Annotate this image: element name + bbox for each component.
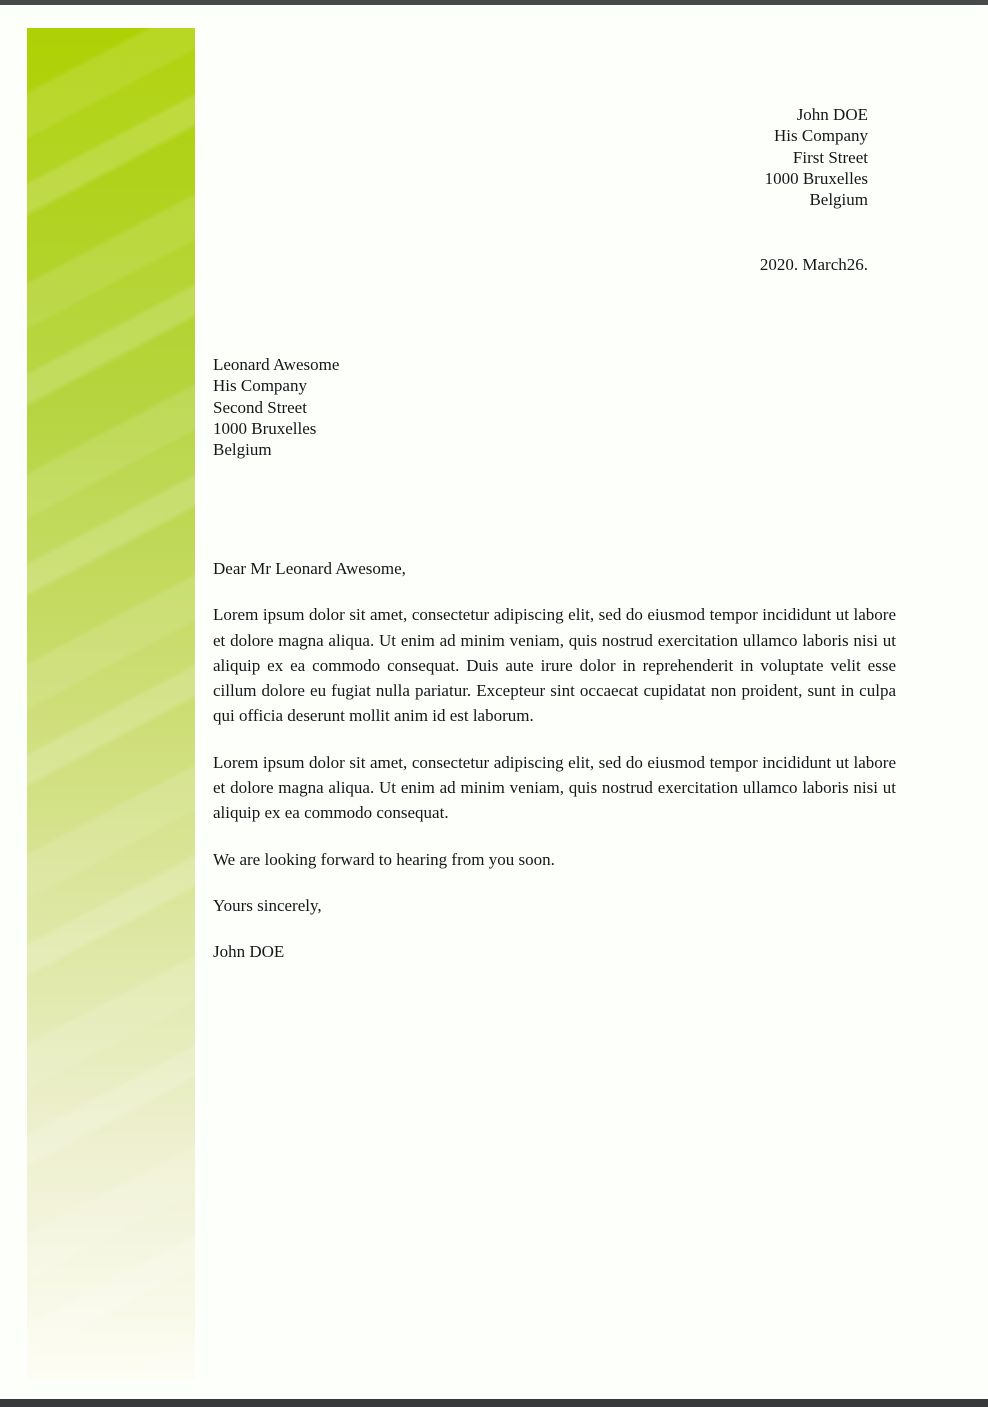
recipient-city: 1000 Bruxelles: [213, 418, 317, 438]
window-bottom-edge: [0, 1399, 988, 1407]
sender-name: John DOE: [796, 105, 868, 124]
salutation: Dear Mr Leonard Awesome,: [213, 559, 406, 578]
body-paragraph: Lorem ipsum dolor sit amet, consectetur adipiscing elit, sed do eiusmod tempor incididunt ut labore et dolore magna aliqua. Ut enim ad minim veniam, quis nostrud exercitation ullamco laboris nisi ut aliquip ex ea commodo consequat.: [213, 752, 896, 823]
green-gradient-sidebar: [27, 28, 195, 1380]
recipient-name: Leonard Awesome: [213, 355, 340, 374]
signoff: Yours sincerely,: [213, 895, 322, 915]
sender-street: First Street: [792, 147, 868, 167]
closing-line: We are looking forward to hearing from you soon.: [213, 849, 555, 869]
body-paragraph: Lorem ipsum dolor sit amet, consectetur adipiscing elit, sed do eiusmod tempor incididunt ut labore et dolore magna aliqua. Ut enim ad minim veniam, quis nostrud exercitation ullamco laboris nisi ut aliquip ex ea commodo consequat. Duis aute irure dolor in reprehenderit in voluptate velit esse cillum dolore eu fugiat nulla pariatur. Excepteur sint occaecat cupidatat non proident, sunt in culpa qui officia deserunt mollit anim id est laborum.: [213, 605, 896, 726]
signature: John DOE: [213, 942, 285, 962]
recipient-street: Second Street: [213, 397, 307, 417]
recipient-address-block: [213, 354, 339, 460]
sender-city: 1000 Bruxelles: [764, 168, 868, 188]
sender-address-block: [765, 104, 868, 210]
letter-date: 2020. March26.: [759, 255, 868, 274]
letter-body: [213, 556, 896, 986]
window-top-edge: [0, 0, 988, 5]
sender-company: His Company: [774, 126, 868, 146]
recipient-country: Belgium: [213, 440, 272, 460]
sender-country: Belgium: [809, 190, 868, 210]
recipient-company: His Company: [213, 376, 307, 396]
